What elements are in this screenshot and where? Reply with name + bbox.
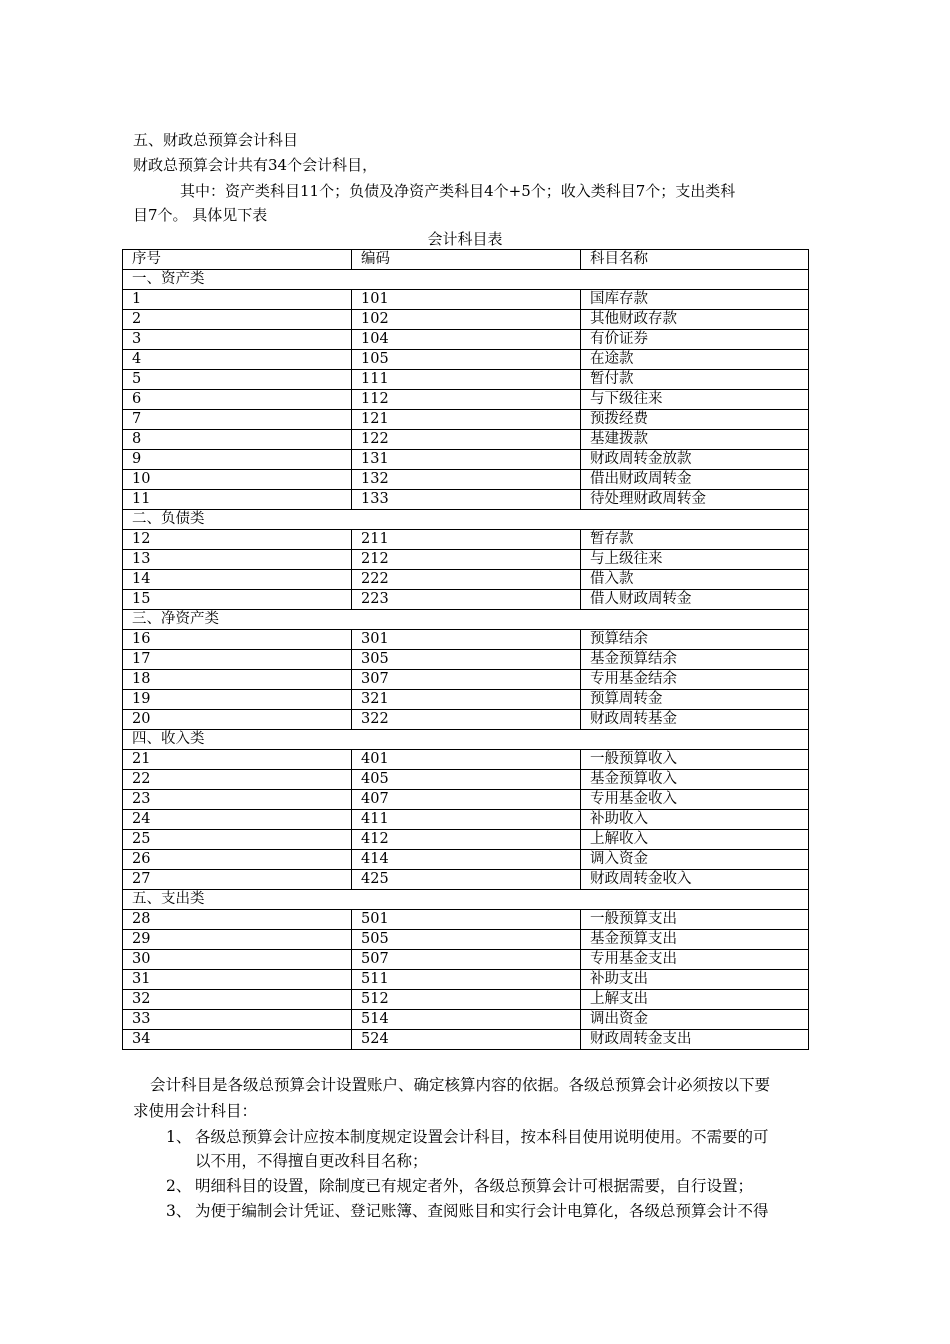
table-row bbox=[123, 430, 809, 450]
list-item-3-number: 3、 bbox=[166, 1202, 192, 1220]
table-row bbox=[123, 310, 809, 330]
account-code-cell: 507 bbox=[352, 950, 581, 970]
table-category-row bbox=[123, 510, 809, 530]
account-code-cell: 104 bbox=[352, 330, 581, 350]
account-code-cell: 322 bbox=[352, 710, 581, 730]
row-number-cell: 18 bbox=[123, 670, 352, 690]
header-cell-code: 编码 bbox=[352, 250, 581, 270]
account-code-cell: 414 bbox=[352, 850, 581, 870]
row-number-cell: 29 bbox=[123, 930, 352, 950]
account-code-cell: 511 bbox=[352, 970, 581, 990]
row-number-cell: 23 bbox=[123, 790, 352, 810]
accounting-subjects-table bbox=[122, 249, 809, 1050]
account-code-cell: 524 bbox=[352, 1030, 581, 1050]
account-name-cell: 预算周转金 bbox=[581, 690, 809, 710]
account-code-cell: 222 bbox=[352, 570, 581, 590]
account-code-cell: 211 bbox=[352, 530, 581, 550]
table-row bbox=[123, 1030, 809, 1050]
list-item-1-line-1: 各级总预算会计应按本制度规定设置会计科目，按本科目使用说明使用。不需要的可 bbox=[195, 1128, 769, 1146]
account-code-cell: 112 bbox=[352, 390, 581, 410]
table-row bbox=[123, 470, 809, 490]
account-name-cell: 基金预算支出 bbox=[581, 930, 809, 950]
row-number-cell: 4 bbox=[123, 350, 352, 370]
account-name-cell: 专用基金收入 bbox=[581, 790, 809, 810]
account-name-cell: 其他财政存款 bbox=[581, 310, 809, 330]
account-code-cell: 412 bbox=[352, 830, 581, 850]
row-number-cell: 16 bbox=[123, 630, 352, 650]
row-number-cell: 31 bbox=[123, 970, 352, 990]
account-name-cell: 暂付款 bbox=[581, 370, 809, 390]
account-code-cell: 132 bbox=[352, 470, 581, 490]
category-label: 四、收入类 bbox=[123, 730, 809, 750]
category-label: 一、资产类 bbox=[123, 270, 809, 290]
table-row bbox=[123, 350, 809, 370]
table-row bbox=[123, 330, 809, 350]
category-label: 五、支出类 bbox=[123, 890, 809, 910]
row-number-cell: 12 bbox=[123, 530, 352, 550]
table-row bbox=[123, 410, 809, 430]
account-code-cell: 133 bbox=[352, 490, 581, 510]
account-name-cell: 与下级往来 bbox=[581, 390, 809, 410]
account-code-cell: 111 bbox=[352, 370, 581, 390]
table-row bbox=[123, 550, 809, 570]
section-heading: 五、财政总预算会计科目 bbox=[133, 131, 299, 149]
account-code-cell: 505 bbox=[352, 930, 581, 950]
list-item-2-line-1: 明细科目的设置，除制度已有规定者外，各级总预算会计可根据需要，自行设置； bbox=[195, 1177, 754, 1195]
row-number-cell: 17 bbox=[123, 650, 352, 670]
row-number-cell: 26 bbox=[123, 850, 352, 870]
list-item-1-number: 1、 bbox=[166, 1128, 192, 1146]
account-code-cell: 514 bbox=[352, 1010, 581, 1030]
account-name-cell: 上解支出 bbox=[581, 990, 809, 1010]
row-number-cell: 2 bbox=[123, 310, 352, 330]
header-cell-name: 科目名称 bbox=[581, 250, 809, 270]
table-row bbox=[123, 790, 809, 810]
category-label: 三、净资产类 bbox=[123, 610, 809, 630]
account-code-cell: 223 bbox=[352, 590, 581, 610]
table-row bbox=[123, 850, 809, 870]
account-name-cell: 专用基金结余 bbox=[581, 670, 809, 690]
account-name-cell: 借人财政周转金 bbox=[581, 590, 809, 610]
table-row bbox=[123, 670, 809, 690]
account-name-cell: 在途款 bbox=[581, 350, 809, 370]
account-name-cell: 预拨经费 bbox=[581, 410, 809, 430]
account-name-cell: 调出资金 bbox=[581, 1010, 809, 1030]
intro-line-3: 目7个。 具体见下表 bbox=[133, 206, 268, 224]
row-number-cell: 28 bbox=[123, 910, 352, 930]
account-name-cell: 待处理财政周转金 bbox=[581, 490, 809, 510]
table-row bbox=[123, 450, 809, 470]
account-code-cell: 321 bbox=[352, 690, 581, 710]
account-code-cell: 407 bbox=[352, 790, 581, 810]
account-name-cell: 财政周转基金 bbox=[581, 710, 809, 730]
table-row bbox=[123, 530, 809, 550]
account-code-cell: 102 bbox=[352, 310, 581, 330]
table-row bbox=[123, 830, 809, 850]
account-name-cell: 基建拨款 bbox=[581, 430, 809, 450]
category-label: 二、负债类 bbox=[123, 510, 809, 530]
table-category-row bbox=[123, 270, 809, 290]
table-category-row bbox=[123, 610, 809, 630]
table-row bbox=[123, 690, 809, 710]
account-code-cell: 401 bbox=[352, 750, 581, 770]
table-row bbox=[123, 630, 809, 650]
row-number-cell: 1 bbox=[123, 290, 352, 310]
row-number-cell: 14 bbox=[123, 570, 352, 590]
table-row bbox=[123, 870, 809, 890]
row-number-cell: 19 bbox=[123, 690, 352, 710]
row-number-cell: 20 bbox=[123, 710, 352, 730]
body-paragraph-line-1: 会计科目是各级总预算会计设置账户、确定核算内容的依据。各级总预算会计必须按以下要 bbox=[150, 1076, 771, 1094]
account-name-cell: 上解收入 bbox=[581, 830, 809, 850]
account-name-cell: 专用基金支出 bbox=[581, 950, 809, 970]
account-code-cell: 425 bbox=[352, 870, 581, 890]
intro-line-1: 财政总预算会计共有34个会计科目， bbox=[133, 156, 378, 174]
table-row bbox=[123, 750, 809, 770]
table-row bbox=[123, 490, 809, 510]
row-number-cell: 13 bbox=[123, 550, 352, 570]
account-name-cell: 基金预算收入 bbox=[581, 770, 809, 790]
account-code-cell: 405 bbox=[352, 770, 581, 790]
account-name-cell: 借入款 bbox=[581, 570, 809, 590]
table-row bbox=[123, 970, 809, 990]
row-number-cell: 22 bbox=[123, 770, 352, 790]
row-number-cell: 32 bbox=[123, 990, 352, 1010]
account-name-cell: 预算结余 bbox=[581, 630, 809, 650]
account-name-cell: 一般预算支出 bbox=[581, 910, 809, 930]
account-name-cell: 调入资金 bbox=[581, 850, 809, 870]
row-number-cell: 25 bbox=[123, 830, 352, 850]
table-row bbox=[123, 810, 809, 830]
account-name-cell: 基金预算结余 bbox=[581, 650, 809, 670]
row-number-cell: 15 bbox=[123, 590, 352, 610]
row-number-cell: 24 bbox=[123, 810, 352, 830]
row-number-cell: 5 bbox=[123, 370, 352, 390]
account-name-cell: 与上级往来 bbox=[581, 550, 809, 570]
row-number-cell: 34 bbox=[123, 1030, 352, 1050]
table-row bbox=[123, 930, 809, 950]
account-name-cell: 财政周转金支出 bbox=[581, 1030, 809, 1050]
table-row bbox=[123, 710, 809, 730]
row-number-cell: 7 bbox=[123, 410, 352, 430]
row-number-cell: 33 bbox=[123, 1010, 352, 1030]
table-row bbox=[123, 590, 809, 610]
account-name-cell: 国库存款 bbox=[581, 290, 809, 310]
row-number-cell: 30 bbox=[123, 950, 352, 970]
list-item-2-number: 2、 bbox=[166, 1177, 192, 1195]
row-number-cell: 21 bbox=[123, 750, 352, 770]
account-code-cell: 121 bbox=[352, 410, 581, 430]
account-code-cell: 305 bbox=[352, 650, 581, 670]
row-number-cell: 9 bbox=[123, 450, 352, 470]
account-name-cell: 财政周转金放款 bbox=[581, 450, 809, 470]
table-category-row bbox=[123, 890, 809, 910]
table-header-row bbox=[123, 250, 809, 270]
account-name-cell: 借出财政周转金 bbox=[581, 470, 809, 490]
account-code-cell: 301 bbox=[352, 630, 581, 650]
account-code-cell: 411 bbox=[352, 810, 581, 830]
table-row bbox=[123, 950, 809, 970]
table-row bbox=[123, 770, 809, 790]
row-number-cell: 8 bbox=[123, 430, 352, 450]
intro-line-2: 其中：资产类科目11个；负债及净资产类科目4个+5个；收入类科目7个；支出类科 bbox=[180, 182, 736, 200]
account-name-cell: 财政周转金收入 bbox=[581, 870, 809, 890]
table-category-row bbox=[123, 730, 809, 750]
table-row bbox=[123, 290, 809, 310]
account-code-cell: 212 bbox=[352, 550, 581, 570]
account-name-cell: 补助收入 bbox=[581, 810, 809, 830]
account-name-cell: 暂存款 bbox=[581, 530, 809, 550]
table-title: 会计科目表 bbox=[427, 230, 503, 248]
row-number-cell: 3 bbox=[123, 330, 352, 350]
table-row bbox=[123, 1010, 809, 1030]
table-row bbox=[123, 910, 809, 930]
list-item-1-line-2: 以不用，不得擅自更改科目名称； bbox=[195, 1152, 428, 1170]
header-cell-no: 序号 bbox=[123, 250, 352, 270]
row-number-cell: 10 bbox=[123, 470, 352, 490]
row-number-cell: 6 bbox=[123, 390, 352, 410]
account-code-cell: 101 bbox=[352, 290, 581, 310]
row-number-cell: 11 bbox=[123, 490, 352, 510]
account-code-cell: 105 bbox=[352, 350, 581, 370]
account-code-cell: 512 bbox=[352, 990, 581, 1010]
table-row bbox=[123, 990, 809, 1010]
table-row bbox=[123, 570, 809, 590]
table-row bbox=[123, 370, 809, 390]
account-name-cell: 一般预算收入 bbox=[581, 750, 809, 770]
account-name-cell: 有价证券 bbox=[581, 330, 809, 350]
account-code-cell: 307 bbox=[352, 670, 581, 690]
body-paragraph-line-2: 求使用会计科目： bbox=[133, 1102, 258, 1120]
table-row bbox=[123, 650, 809, 670]
row-number-cell: 27 bbox=[123, 870, 352, 890]
account-code-cell: 131 bbox=[352, 450, 581, 470]
account-code-cell: 122 bbox=[352, 430, 581, 450]
account-name-cell: 补助支出 bbox=[581, 970, 809, 990]
account-code-cell: 501 bbox=[352, 910, 581, 930]
list-item-3-line-1: 为便于编制会计凭证、登记账簿、查阅账目和实行会计电算化，各级总预算会计不得 bbox=[195, 1202, 769, 1220]
table-row bbox=[123, 390, 809, 410]
